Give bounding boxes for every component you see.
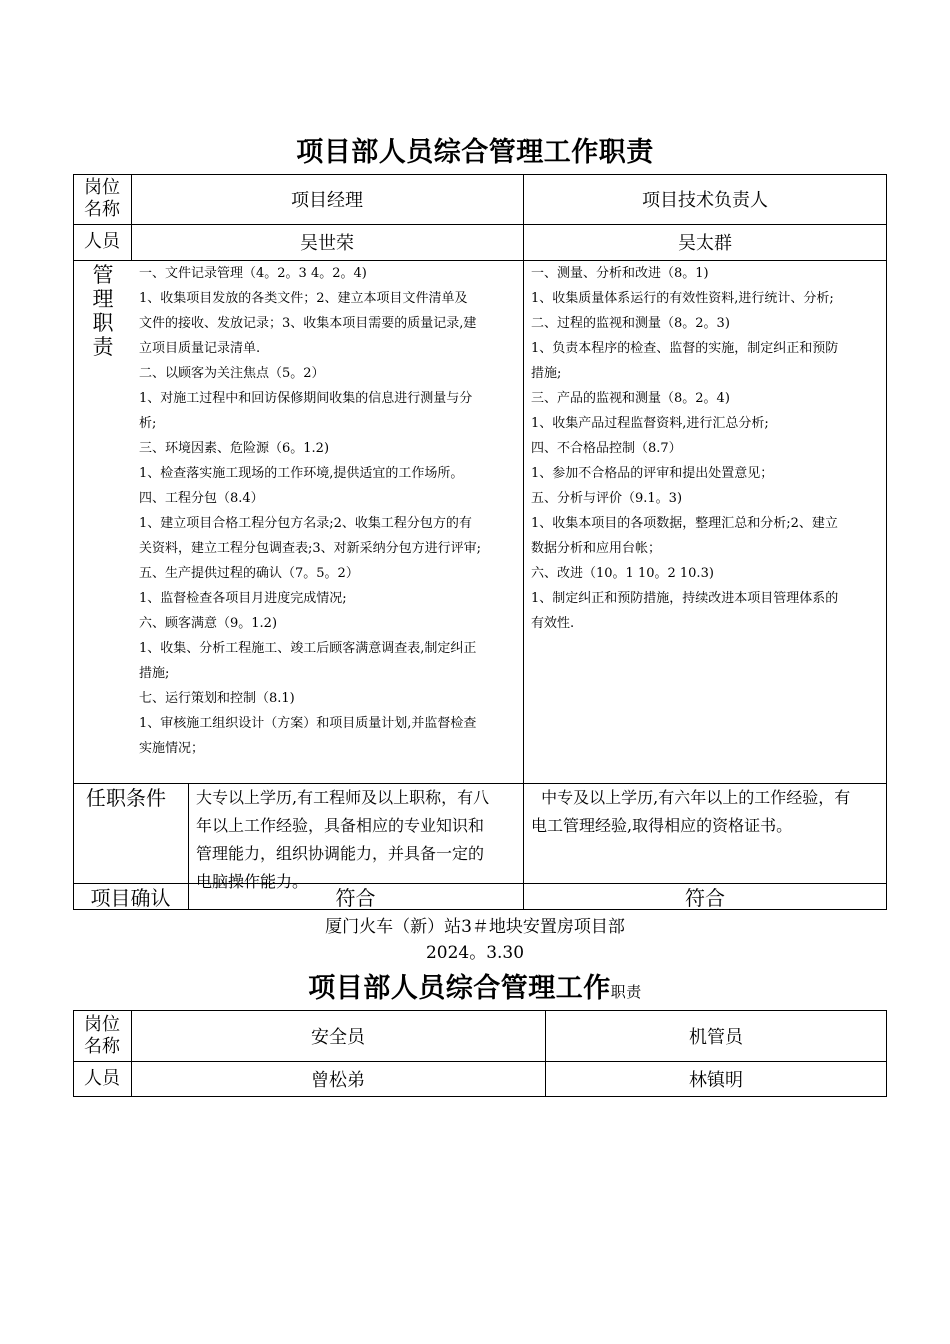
person-name-1: 吴世荣 xyxy=(300,233,354,254)
duty-line: 三、产品的监视和测量（8。2。4) xyxy=(531,391,730,406)
duty-line: 1、负责本程序的检查、监督的实施，制定纠正和预防 xyxy=(531,341,839,356)
duty-line: 七、运行策划和控制（8.1) xyxy=(139,691,295,706)
position-equipment-manager: 机管员 xyxy=(689,1026,743,1048)
position-safety-officer: 安全员 xyxy=(311,1026,365,1048)
duty-line: 二、过程的监视和测量（8。2。3) xyxy=(531,316,730,331)
duty-line: 五、生产提供过程的确认（7。5。2） xyxy=(139,566,359,581)
duty-line: 1、收集本项目的各项数据，整理汇总和分析;2、建立 xyxy=(531,516,838,531)
organization-name: 厦门火车（新）站3＃地块安置房项目部 xyxy=(325,917,625,937)
duties-list-2 xyxy=(531,261,838,636)
duty-line: 1、收集、分析工程施工、竣工后顾客满意调查表,制定纠正 xyxy=(139,641,477,656)
duty-line: 文件的接收、发放记录；3、收集本项目需要的质量记录,建 xyxy=(139,316,477,331)
duty-line: 数据分析和应用台帐； xyxy=(531,541,662,556)
duty-line: 1、收集项目发放的各类文件；2、建立本项目文件清单及 xyxy=(139,291,468,306)
person-name-2: 林镇明 xyxy=(689,1070,743,1091)
duty-line: 关资料，建立工程分包调查表;3、对新采纳分包方进行评审; xyxy=(139,541,482,556)
duty-line: 四、工程分包（8.4） xyxy=(139,491,264,506)
duty-line: 措施; xyxy=(139,666,170,681)
position-project-manager: 项目经理 xyxy=(291,190,363,211)
duty-line: 1、制定纠正和预防措施，持续改进本项目管理体系的 xyxy=(531,591,839,606)
position-technical-lead: 项目技术负责人 xyxy=(642,190,768,211)
duty-line: 1、审核施工组织设计（方案）和项目质量计划,并监督检查 xyxy=(139,716,477,731)
person-label: 人员 xyxy=(84,231,120,252)
page-title: 项目部人员综合管理工作职责 xyxy=(296,137,654,168)
duty-line: 1、检查落实施工现场的工作环境,提供适宜的工作场所。 xyxy=(139,466,464,481)
duty-line: 析; xyxy=(139,416,157,431)
requirements-1: 大专以上学历,有工程师及以上职称，有八 年以上工作经验，具备相应的专业知识和 管理能力，组织协调能力，并具备一定的 电脑操作能力。 xyxy=(196,788,490,891)
duty-line: 四、不合格品控制（8.7） xyxy=(531,441,682,456)
duties-list-1 xyxy=(139,261,481,761)
duty-line: 1、收集产品过程监督资料,进行汇总分析; xyxy=(531,416,769,431)
duty-line: 1、监督检查各项目月进度完成情况; xyxy=(139,591,347,606)
duty-line: 一、文件记录管理（4。2。3 4。2。4) xyxy=(139,266,367,281)
duty-line: 五、分析与评价（9.1。3) xyxy=(531,491,683,506)
duty-line: 1、建立项目合格工程分包方名录;2、收集工程分包方的有 xyxy=(139,516,472,531)
duty-line: 实施情况； xyxy=(139,741,205,756)
duty-line: 1、收集质量体系运行的有效性资料,进行统计、分析; xyxy=(531,291,834,306)
page-title-2: 项目部人员综合管理工作职责 xyxy=(308,973,642,1004)
confirm-value-1: 符合 xyxy=(335,886,376,910)
duty-line: 三、环境因素、危险源（6。1.2) xyxy=(139,441,330,456)
title-suffix: 职责 xyxy=(610,983,642,1001)
duty-line: 1、参加不合格品的评审和提出处置意见； xyxy=(531,466,774,481)
duty-line: 六、改进（10。1 10。2 10.3) xyxy=(531,566,714,581)
position-label: 岗位 名称 xyxy=(84,1013,120,1057)
person-label: 人员 xyxy=(84,1068,120,1089)
person-name-2: 吴太群 xyxy=(678,233,732,254)
requirements-label: 任职条件 xyxy=(86,786,166,810)
duty-line: 二、以顾客为关注焦点（5。2） xyxy=(139,366,325,381)
duty-line: 有效性. xyxy=(531,616,575,631)
duty-line: 一、测量、分析和改进（8。1) xyxy=(531,266,709,281)
position-label: 岗位 名称 xyxy=(84,177,120,220)
confirm-value-2: 符合 xyxy=(685,886,725,910)
duty-line: 立项目质量记录清单. xyxy=(139,341,261,356)
duty-line: 措施; xyxy=(531,366,562,381)
person-name-1: 曾松弟 xyxy=(311,1070,365,1091)
confirm-label: 项目确认 xyxy=(90,886,171,910)
duty-label: 管 理 职 责 xyxy=(92,263,114,359)
duty-line: 六、顾客满意（9。1.2) xyxy=(139,616,278,631)
col-divider xyxy=(523,174,524,883)
document-date: 2024。3.30 xyxy=(425,943,525,963)
duty-line: 1、对施工过程中和回访保修期间收集的信息进行测量与分 xyxy=(139,391,473,406)
requirements-2: 中专及以上学历,有六年以上的工作经验，有 电工管理经验,取得相应的资格证书。 xyxy=(531,788,851,835)
